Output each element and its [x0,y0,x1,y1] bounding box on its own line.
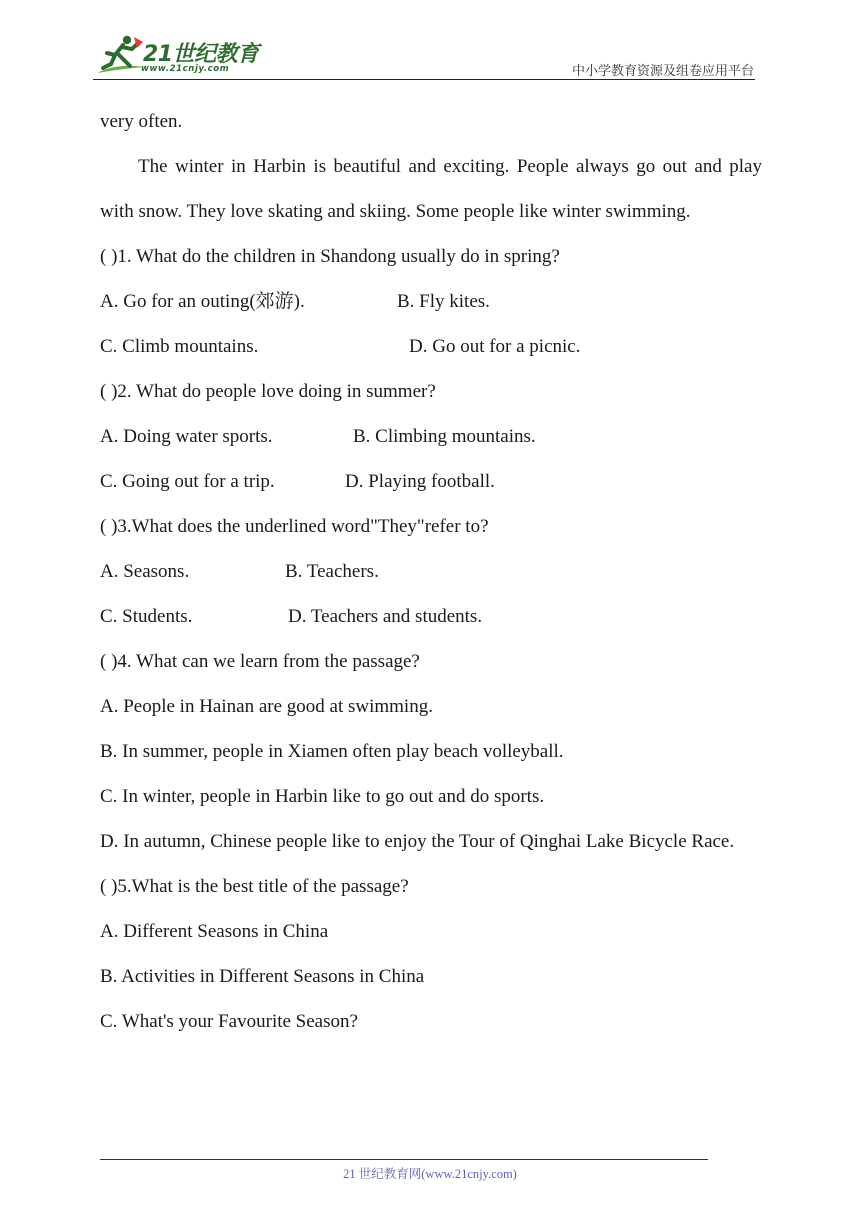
question-4-option-c: C. In winter, people in Harbin like to go out and do sports. [100,786,545,807]
question-2-option-c: C. Going out for a trip. [100,471,275,492]
question-3-stem: ( )3.What does the underlined word"They"refer to? [100,516,489,537]
question-2-option-b: B. Climbing mountains. [353,426,536,447]
header-divider [93,79,755,80]
document-body [100,99,762,1044]
question-2-stem: ( )2. What do people love doing in summer? [100,381,436,402]
question-1-options-row-2 [100,324,762,369]
logo-url-text: www.21cnjy.com [141,64,230,74]
question-3-option-b: B. Teachers. [285,561,379,582]
logo-brand-text: 21世纪教育 [143,42,259,67]
question-4-option-d: D. In autumn, Chinese people like to enjoy the Tour of Qinghai Lake Bicycle Race. [100,831,735,852]
question-5-stem: ( )5.What is the best title of the passage? [100,876,409,897]
question-3-options-row-2 [100,594,762,639]
page-header [0,0,860,90]
question-2-option-a: A. Doing water sports. [100,426,273,447]
question-4-option-a: A. People in Hainan are good at swimming. [100,696,433,717]
footer-text: 21 世纪教育网(www.21cnjy.com) [343,1167,517,1181]
question-3-option-a: A. Seasons. [100,561,190,582]
question-2-options-row-1 [100,414,762,459]
question-5-option-a: A. Different Seasons in China [100,921,329,942]
brand-logo [93,33,263,78]
passage-continued-line: very often. [100,111,183,132]
question-4-option-b: B. In summer, people in Xiamen often play beach volleyball. [100,741,564,762]
header-tagline: 中小学教育资源及组卷应用平台 [571,63,754,78]
question-2-option-d: D. Playing football. [345,471,495,492]
question-4-stem: ( )4. What can we learn from the passage? [100,651,420,672]
passage-paragraph: The winter in Harbin is beautiful and exciting. People always go out and play with snow. They love skating and skiing. Some people like winter swimming. [100,156,762,222]
question-3-option-d: D. Teachers and students. [288,606,483,627]
question-1-stem: ( )1. What do the children in Shandong usually do in spring? [100,246,560,267]
question-5-option-b: B. Activities in Different Seasons in China [100,966,425,987]
question-3-options-row-1 [100,549,762,594]
footer-divider [100,1159,708,1160]
question-3-option-c: C. Students. [100,606,193,627]
question-1-option-b: B. Fly kites. [397,291,490,312]
question-1-option-d: D. Go out for a picnic. [409,336,581,357]
question-2-options-row-2 [100,459,762,504]
question-1-option-c: C. Climb mountains. [100,336,259,357]
question-1-options-row-1 [100,279,762,324]
question-5-option-c: C. What's your Favourite Season? [100,1011,358,1032]
question-1-option-a: A. Go for an outing(郊游). [100,291,305,312]
